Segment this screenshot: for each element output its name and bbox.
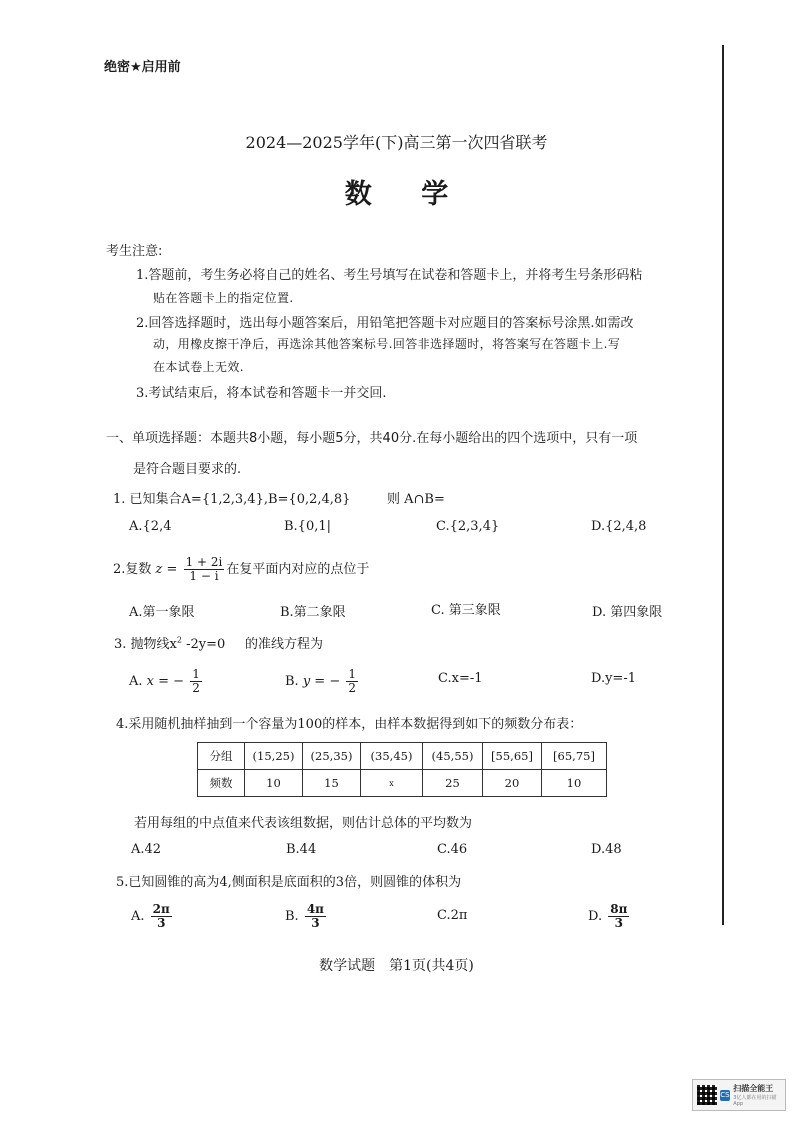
q3-stem-ask: 的准线方程为	[245, 637, 324, 652]
q2-option-b: B.第二象限	[280, 605, 346, 620]
q5-b-fraction	[305, 903, 326, 930]
page-footer: 数学试题 第1页(共4页)	[319, 958, 474, 974]
qr-code-icon	[697, 1085, 717, 1105]
q3-option-a	[129, 668, 204, 695]
q1-option-b: B.{0,1|	[284, 519, 332, 534]
q3-a-fraction	[190, 668, 202, 695]
q5-b-num: 4π	[306, 902, 324, 916]
q5-b-label: B.	[285, 909, 299, 924]
q3-option-d: D.y=-1	[591, 671, 636, 686]
table-cell: 分组	[198, 743, 245, 770]
q2-var: z	[155, 562, 163, 577]
notice-item-2-cont: 动，用橡皮擦干净后，再选涂其他答案标号.回答非选择题时，将答案写在答题卡上.写	[153, 337, 621, 351]
q3-option-c: C.x=-1	[438, 671, 483, 686]
q2-fraction	[184, 556, 225, 583]
table-cell: 20	[483, 770, 542, 797]
scanner-watermark	[692, 1079, 786, 1111]
notice-item-2: 2.回答选择题时，选出每小题答案后，用铅笔把答题卡对应题目的答案标号涂黑.如需改	[136, 316, 634, 331]
q3-b-den: 2	[348, 681, 357, 695]
q4-option-b: B.44	[286, 842, 317, 857]
q5-a-label: A.	[131, 909, 145, 924]
frequency-table	[197, 742, 607, 797]
notice-item-1: 1.答题前，考生务必将自己的姓名、考生号填写在试卷和答题卡上，并将考生号条形码粘	[136, 268, 643, 283]
q3-prefix: 3. 抛物线x	[114, 637, 177, 652]
q5-option-b	[285, 903, 328, 930]
q5-a-num: 2π	[152, 902, 170, 916]
q4-option-d: D.48	[591, 842, 622, 857]
confidential-label: 绝密★启用前	[104, 60, 181, 75]
table-cell: 15	[303, 770, 361, 797]
q5-d-num: 8π	[610, 902, 628, 916]
watermark-subtitle: 3亿人都在用的扫描App	[733, 1095, 777, 1107]
q1-option-a: A.{2,4	[129, 519, 172, 534]
q2-option-a: A.第一象限	[129, 605, 195, 620]
q5-option-d	[588, 903, 631, 930]
q1-option-c: C.{2,3,4}	[436, 519, 500, 534]
q3-b-num: 1	[348, 667, 357, 681]
table-cell: x	[361, 770, 423, 797]
q3-sup: 2	[176, 635, 182, 645]
q3-a-label: A.	[129, 674, 143, 689]
q5-option-c: C.2π	[437, 908, 468, 923]
q2-option-d: D. 第四象限	[592, 605, 663, 620]
camscanner-logo-icon: CS	[720, 1091, 730, 1099]
q5-stem: 5.已知圆锥的高为4,侧面积是底面积的3倍，则圆锥的体积为	[116, 875, 462, 890]
table-cell: (25,35)	[303, 743, 361, 770]
q4-follow: 若用每组的中点值来代表该组数据，则估计总体的平均数为	[134, 816, 473, 831]
q1-stem: 1. 已知集合A={1,2,3,4},B={0,2,4,8}	[113, 492, 351, 507]
section-heading-cont: 是符合题目要求的.	[133, 462, 242, 477]
notice-item-2-cont2: 在本试卷上无效.	[153, 360, 245, 374]
q3-b-fraction	[346, 668, 358, 695]
notice-item-3: 3.考试结束后，将本试卷和答题卡一并交回.	[136, 386, 387, 401]
q3-a-expr: x = −	[146, 674, 185, 689]
subject-title: 数 学	[344, 179, 469, 210]
q5-b-den: 3	[311, 916, 320, 930]
q2-stem	[113, 556, 369, 583]
q5-d-fraction	[608, 903, 629, 930]
q5-a-den: 3	[157, 916, 166, 930]
q1-option-d: D.{2,4,8	[591, 519, 647, 534]
q2-frac-num: 1 + 2i	[185, 555, 223, 569]
q2-eq: =	[162, 562, 182, 577]
q5-option-a	[131, 903, 174, 930]
table-header-row	[198, 743, 607, 770]
q3-a-num: 1	[192, 667, 200, 681]
watermark-text	[733, 1083, 785, 1107]
table-cell: 10	[542, 770, 607, 797]
section-heading: 一、单项选择题：本题共8小题，每小题5分，共40分.在每小题给出的四个选项中，只有一项	[106, 431, 638, 446]
table-cell: [65,75]	[542, 743, 607, 770]
q3-stem	[114, 633, 225, 652]
q5-d-label: D.	[588, 909, 603, 924]
q3-a-den: 2	[192, 681, 200, 695]
q4-stem: 4.采用随机抽样抽到一个容量为100的样本，由样本数据得到如下的频数分布表：	[116, 717, 583, 732]
table-cell: [55,65]	[483, 743, 542, 770]
watermark-title: 扫描全能王	[733, 1084, 774, 1093]
q2-option-c: C. 第三象限	[431, 603, 501, 618]
q3-b-label: B.	[285, 674, 299, 689]
notice-heading: 考生注意:	[106, 244, 163, 259]
notice-item-1-cont: 贴在答题卡上的指定位置.	[153, 291, 294, 305]
q4-option-a: A.42	[131, 842, 162, 857]
table-cell: 频数	[198, 770, 245, 797]
table-cell: 25	[423, 770, 483, 797]
table-cell: 10	[245, 770, 303, 797]
table-cell: (35,45)	[361, 743, 423, 770]
q5-a-fraction	[151, 903, 172, 930]
q1-stem-ask: 则 A∩B=	[387, 492, 445, 507]
q2-prefix: 2.复数	[113, 562, 156, 577]
table-row	[198, 770, 607, 797]
q2-suffix: 在复平面内对应的点位于	[226, 562, 370, 577]
table-cell: (15,25)	[245, 743, 303, 770]
exam-title: 2024—2025学年(下)高三第一次四省联考	[245, 133, 548, 152]
q5-d-den: 3	[614, 916, 623, 930]
table-cell: (45,55)	[423, 743, 483, 770]
q3-b-expr: y = −	[302, 674, 341, 689]
q3-mid: -2y=0	[181, 637, 226, 652]
q2-frac-den: 1 − i	[189, 569, 219, 583]
q3-option-b	[285, 668, 360, 695]
q4-option-c: C.46	[437, 842, 468, 857]
